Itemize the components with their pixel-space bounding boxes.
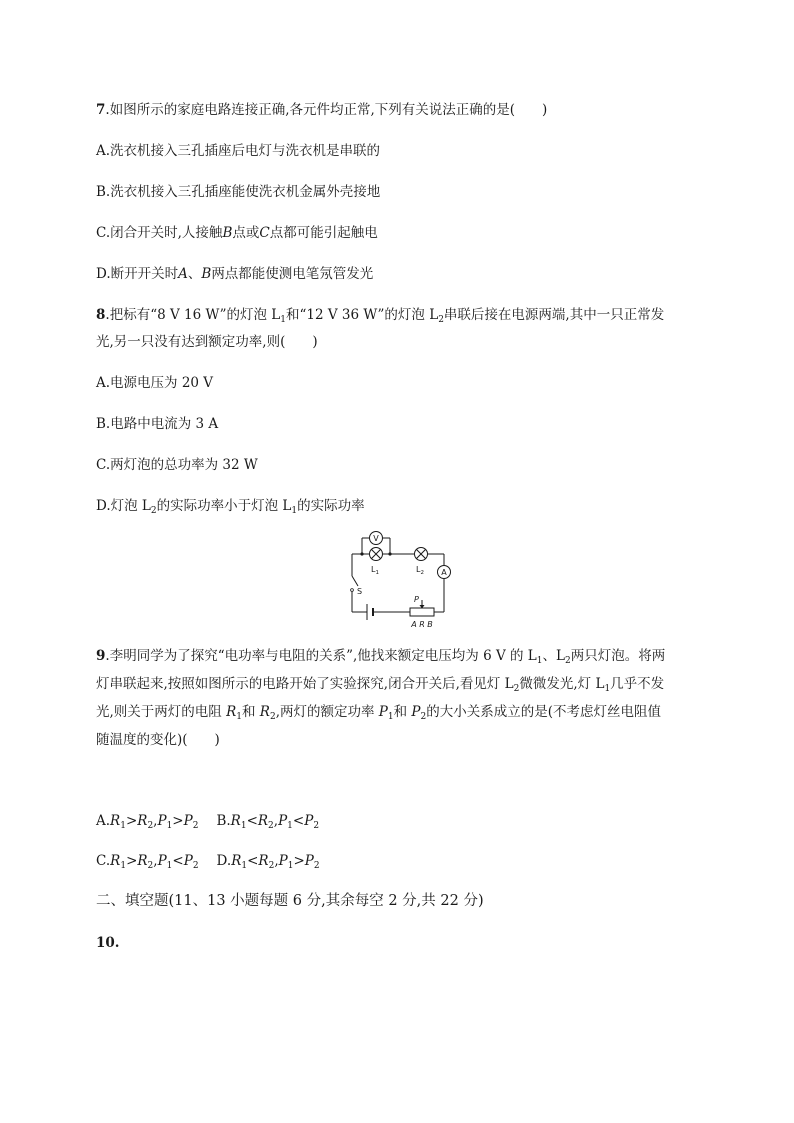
q10-number: 10. xyxy=(96,935,120,951)
q9-option-c[interactable]: $C.R_1>R_2,P_1<P_2$ xyxy=(96,853,199,871)
q9-options-row-1 xyxy=(96,811,319,831)
q7-stem xyxy=(96,100,547,120)
slider-label: P xyxy=(414,595,419,604)
q7-number: 7 xyxy=(96,102,106,118)
q9-option-b[interactable]: $B.R_1<R_2,P_1<P_2$ xyxy=(216,813,320,831)
voltmeter-label: V xyxy=(373,534,379,543)
junction-dot xyxy=(388,552,391,555)
switch-label: S xyxy=(357,587,363,596)
ammeter-label: A xyxy=(441,568,447,577)
voltmeter xyxy=(370,532,383,545)
rheostat-ends-label: A R B xyxy=(411,620,433,629)
lamp-l2 xyxy=(415,548,428,561)
switch-blade xyxy=(352,576,358,586)
q7-option-b[interactable]: B.洗衣机接入三孔插座能使洗衣机金属外壳接地 xyxy=(96,184,381,200)
lamp-l1 xyxy=(370,548,383,561)
q8-option-a[interactable]: A.电源电压为 20 V xyxy=(96,375,214,391)
q7-stem-text: .如图所示的家庭电路连接正确,各元件均正常,下列有关说法正确的是( ) xyxy=(105,102,548,118)
q9-stem-line-4: 随温度的变化)( ) xyxy=(96,732,220,748)
q8-option-c[interactable]: C.两灯泡的总功率为 32 W xyxy=(96,457,258,473)
q7-option-a[interactable]: A.洗衣机接入三孔插座后电灯与洗衣机是串联的 xyxy=(96,143,381,159)
lamp-l1-label: $L_1$ xyxy=(371,565,379,576)
q9-option-d[interactable]: $D.R_1<R_2,P_1>P_2$ xyxy=(216,853,320,871)
q9-option-a[interactable]: $A.R_1>R_2,P_1>P_2$ xyxy=(96,813,199,831)
q8-number: 8 xyxy=(96,307,106,323)
q8-stem-line-1: 8.把标有“8 V 16 W”的灯泡 $L_1$和“12 V 36 W”的灯泡 $L_2$串联后接在电源两端,其中一只正常发 xyxy=(96,307,665,325)
q8-option-d[interactable]: D.灯泡 $L_2$的实际功率小于灯泡 $L_1$的实际功率 xyxy=(96,498,365,516)
section-2-heading: 二、填空题(11、13 小题每题 6 分,其余每空 2 分,共 22 分) xyxy=(96,893,484,909)
q7-option-d[interactable]: D.断开开关时A、B两点都能使测电笔氖管发光 xyxy=(96,266,374,282)
lamp-l2-label: $L_2$ xyxy=(416,565,424,576)
switch-contact xyxy=(351,589,354,592)
q9-stem-line-3: 光,则关于两灯的电阻 $R_1$和 $R_2$,两灯的额定功率 $P_1$和 $P_2$的大小关系成立的是(不考虑灯丝电阻值 xyxy=(96,704,662,722)
q9-options-row-2 xyxy=(96,851,320,871)
circuit-diagram xyxy=(340,528,458,630)
q8-option-b[interactable]: B.电路中电流为 3 A xyxy=(96,416,219,432)
q9-stem-line-2: 灯串联起来,按照如图所示的电路开始了实验探究,闭合开关后,看见灯 $L_2$微微发光,灯 $L_1$几乎不发 xyxy=(96,676,665,694)
battery xyxy=(367,604,373,620)
q9-number: 9 xyxy=(96,648,106,664)
q8-stem-line-2: 光,另一只没有达到额定功率,则( ) xyxy=(96,334,318,350)
q7-option-c[interactable]: C.闭合开关时,人接触B点或C点都可能引起触电 xyxy=(96,225,378,241)
q9-stem-line-1: 9.李明同学为了探究“电功率与电阻的关系”,他找来额定电压均为 6 V 的 $L_1$、$L_2$两只灯泡。将两 xyxy=(96,648,666,666)
ammeter xyxy=(438,566,451,579)
junction-dot xyxy=(360,552,363,555)
